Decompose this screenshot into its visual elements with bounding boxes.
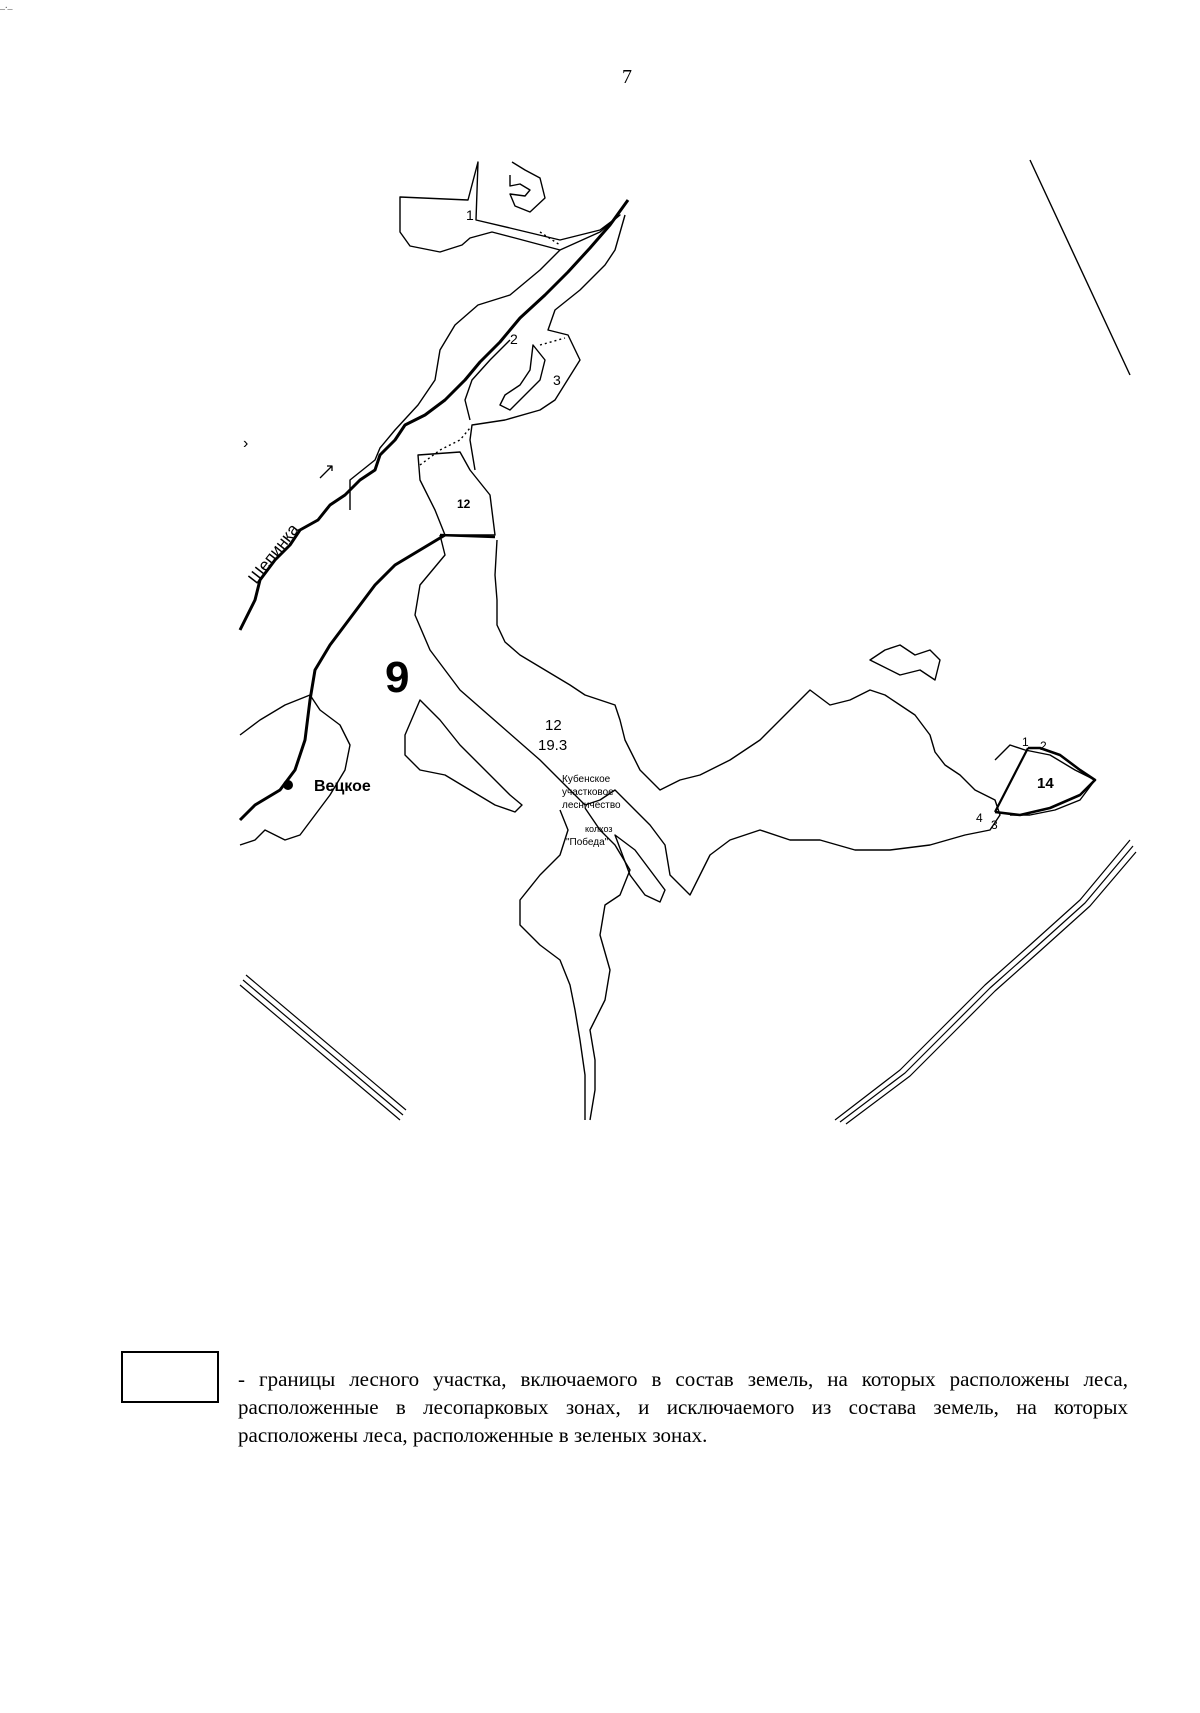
southwest-railway	[240, 985, 400, 1120]
parcel-12-upper-boundary	[418, 452, 495, 535]
parcel-3-label: 3	[553, 372, 561, 388]
legend-symbol-box	[121, 1351, 219, 1403]
parcel-1-north	[510, 162, 545, 212]
southwest-railway-3	[246, 975, 406, 1110]
area-label: 19.3	[538, 737, 568, 754]
left-mark: ›	[243, 435, 249, 452]
parcel-1-label: 1	[466, 207, 474, 223]
river-arrow	[320, 466, 332, 478]
forestry-label-2: участковое	[562, 787, 614, 798]
main-channel-east	[470, 215, 625, 470]
point-4-label: 4	[976, 811, 983, 825]
dotted-boundary-2	[540, 338, 565, 345]
river-line	[240, 200, 628, 630]
southwest-railway-2	[243, 980, 403, 1115]
scan-corner-mark: _._	[0, 0, 13, 11]
north-east-lake	[870, 645, 940, 680]
village-point	[283, 780, 293, 790]
forestry-label-3: лесничество	[562, 800, 621, 811]
dotted-boundary-1	[540, 232, 560, 245]
dotted-boundary-3	[420, 428, 470, 465]
main-channel-west	[350, 250, 560, 510]
parcel-14-label: 14	[1037, 775, 1054, 792]
parcel-12-main-label: 12	[545, 717, 562, 734]
parcel-14-west-line	[995, 748, 1028, 812]
parcel-12-main-boundary	[415, 535, 1000, 895]
lower-channel-east	[585, 808, 630, 1120]
point-2-label: 2	[1040, 739, 1047, 753]
inner-island	[405, 700, 522, 812]
forestry-label-1: Кубенское	[562, 774, 611, 785]
parcel-3-boundary	[500, 345, 545, 410]
kolkhoz-label-2: "Победа"	[566, 837, 609, 848]
legend-text: - границы лесного участка, включаемого в состав земель, на которых расположены леса, расположенные в лесопарковых зонах, и исключаемого из состава земель, на которых расположены леса, расположенные в зеленых зонах.	[238, 1367, 1128, 1447]
kolkhoz-label-1: колхоз	[585, 824, 613, 834]
point-1-label: 1	[1022, 735, 1029, 749]
southeast-railway	[835, 840, 1130, 1120]
parcel-2-boundary	[465, 340, 510, 420]
page-number: 7	[622, 66, 632, 88]
small-sliver	[615, 835, 665, 902]
block-9-label: 9	[385, 653, 410, 702]
southeast-railway-3	[846, 852, 1136, 1124]
parcel-12-upper-label: 12	[457, 497, 471, 511]
village-label: Вецкое	[314, 778, 371, 795]
point-3-label: 3	[991, 818, 998, 832]
lower-channel-west	[520, 810, 585, 1120]
parcel-2-label: 2	[510, 331, 518, 347]
river-label: Шепинка	[244, 520, 303, 588]
northeast-diagonal	[1030, 160, 1130, 375]
